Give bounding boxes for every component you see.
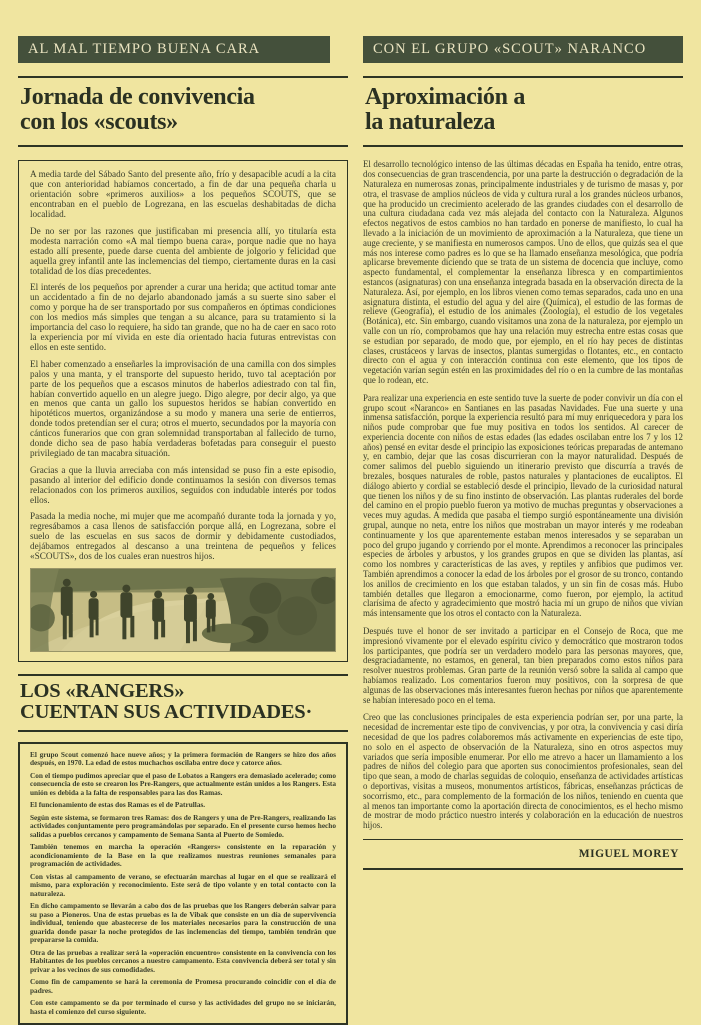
article-paragraph: Gracias a que la lluvia arreciaba con más intensidad se puso fin a este episodio, pasando al interior del edificio donde continuamos la sesión con diversos temas relacionados con los primeros auxilios, seguidos con indudable interés por todos ellos.	[30, 464, 336, 505]
article-paragraph: El desarrollo tecnológico intenso de las últimas décadas en España ha tenido, entre otras, dos consecuencias de gran trascendencia, por una parte la destrucción o degradación de la Naturaleza en numerosas zonas, principalmente industriales y de turismo de masas y, por otra, el trasvase de amplios núcleos de vida y cultura rural a los grandes núcleos urbanos, que ha producido un crecimiento acelerado de las grandes ciudades con el desarrollo de una cultura ciudadana cada vez más alejada del contacto con la Naturaleza. Algunos efectos negativos de estos cambios no han tardado en ponerse de manifiesto, lo cual ha llevado a la iniciación de un movimiento de aproximación a la Naturaleza, que tiene un auge creciente, y se manifiesta en numerosos campos. Uno de ellos, que quizás sea el que más nos interese como padres es lo que se ha llamado enseñanza mesológica, que podría aplicarse brevemente diciendo que se trata de un sistema de docencia que incluye, como aspecto fundamental, el complementar la enseñanza libresca y en compartimientos estancos (asignaturas) con una enseñanza integrada basada en la observación directa de la Naturaleza. Así, por ejemplo, en los libros vienen como temas separados, cada uno en una asignatura distinta, el estudio del agua y del aire (Química), el estudio de las formas de relieve (Geografía), el estudio de los animales (Zoología), el estudio de los vegetales (Botánica), etc. Sin embargo, cuando visitamos una zona de la naturaleza, por ejemplo un valle con un río, comprobamos que hay una relación muy estrecha entre estas cosas que se estudian por separado, de modo que, por ejemplo, en el río hay peces de distintas clases, crustáceos y larvas de insectos, plantas sumergidas o flotantes, etc., en contacto directo con el agua y con interacción continua con este elemento, que los tipos de vegetación varían según estén en las proximidades del río o en la cumbre de las montañas que lo rodean, etc.	[363, 159, 683, 385]
right-kicker-bar	[363, 36, 683, 63]
rangers-paragraph: El funcionamiento de estas dos Ramas es el de Patrullas.	[30, 800, 206, 810]
rangers-title	[18, 676, 348, 730]
rangers-title-line2: CUENTAN SUS ACTIVIDADES·	[20, 700, 313, 723]
article-paragraph: Después tuve el honor de ser invitado a participar en el Consejo de Roca, que me impresionó vivamente por el elevado espíritu cívico y democrático que mostraron todos los participantes, que podría ser un verdadero modelo para las personas mayores, que, desgraciadamente, no estamos, en general, tan bien preparados como estos niños para resolver nuestros problemas. Gran parte de la reunión versó sobre la salida al campo que habíamos realizado. Los comentarios fueron muy positivos, con la sorpresa de que algunas de las observaciones más interesantes fueron hechas por niños que aparentemente se habían interesado poco en el tema.	[363, 626, 683, 705]
right-title-line1: Aproximación a	[365, 84, 526, 110]
rule-below-right-title	[363, 145, 683, 147]
right-column	[363, 36, 683, 1025]
rangers-paragraph: Según este sistema, se formaron tres Ramas: dos de Rangers y una de Pre-Rangers, realizando las actividades conjuntamente pero programándolas por separado. En el presente curso hemos hecho salidas a pueblos cercanos y campamento de Semana Santa al Puerto de Somiedo.	[30, 812, 336, 839]
signature-block	[363, 839, 683, 870]
left-kicker-label: AL MAL TIEMPO BUENA CARA	[28, 41, 261, 57]
rangers-box	[18, 742, 348, 1025]
rangers-paragraph: En dicho campamento se llevarán a cabo dos de las pruebas que los Rangers deberán salvar para su paso a Pioneros. Una de estas pruebas es la de Vibak que consiste en un día de supervivencia individual, teniendo que abastecerse de los materiales necesarios para la construcción de una guarida donde pasar la noche protegidos de las inclemencias del tiempo, también tendrán que prepararse la comida.	[30, 901, 336, 945]
article-paragraph: A media tarde del Sábado Santo del presente año, frío y desapacible acudí a la cita que con anterioridad habíamos concertado, a fin de dar una pequeña charla u orientación sobre «primeros auxilios» a los pequeños SCOUTS, que se encontraban en el pueblo de Logrezana, en las escuelas deshabitadas de dicha localidad.	[30, 169, 336, 219]
article-paragraph: El interés de los pequeños por aprender a curar una herida; que actitud tomar ante un accidentado a fin de no dejarlo abandonado jamás a su suerte sino saber el como y porque ha de ser transportado por sus compañeros en óptimas condiciones con los medios más simples que tengan a su alcance, para su tratamiento si la importancia del caso lo requiere, ha sido tan grande, que no ha de caer en saco roto la experiencia por mí vivida en este día orientado hacia futuras entrevistas con ellos en este sentido.	[30, 282, 336, 352]
rangers-paragraph: Como fin de campamento se hará la ceremonia de Promesa procurando coincidir con el día de padres.	[30, 977, 336, 995]
rule-below-left-title	[18, 145, 348, 147]
rangers-paragraph: Con este campamento se da por terminado el curso y las actividades del grupo no se iniciarán, hasta el comienzo del curso siguiente.	[30, 998, 336, 1016]
author-signature: MIGUEL MOREY	[578, 848, 679, 861]
article-paragraph: Pasada la media noche, mi mujer que me acompañó durante toda la jornada y yo, regresábamos a casa llenos de satisfacción porque allá, en Logrezana, sobre el suelo de las escuelas en sus sacos de dormir y debidamente custodiados, dejábamos entregados al descanso a una treintena de pequeños y felices «SCOUTS», dos de los cuales eran nuestros hijos.	[30, 511, 336, 562]
rangers-title-line1: LOS «RANGERS»	[20, 680, 185, 702]
left-article-box	[18, 160, 348, 662]
article-paragraph: Para realizar una experiencia en este sentido tuve la suerte de poder convivir un día con el grupo scout «Naranco» en Santianes en las pasadas Navidades. Fue una suerte y una inmensa satisfacción, porque la experiencia resultó para mí muy enriquecedora y para los niños pude comprobar que fue muy positiva en todos los sentidos. Al carecer de experiencia docente con niños de estas edades (las edades oscilaban entre los 7 y los 12 años) pensé en evitar desde el principio las exposiciones teóricas preparadas de antemano y, en cambio, dejar que las cosas discurrieran con la mayor naturalidad. Después de comer salimos del pueblo siguiendo un itinerario previsto que discurría a través de brezales, bosques naturales de roble, pastos naturales y plantaciones de eucaliptos. El diálogo abierto y cordial se estableció desde el principio, llevado de la curiosidad natural que tienen los niños y de su fino instinto de observación. Las plantas ruderales del borde del camino en el propio pueblo fueron ya motivo de muchas preguntas y observaciones a veces muy agudas. A medida que pasaba el tiempo surgió espontáneamente una división grupal, aunque no neta, entre los niños que mostraban un mayor interés y me rodeaban continuamente y los que aparentemente estaban menos interesados y se separaban un poco del grupo jugando y corriendo por el monte. Aprendimos a reconocer las principales especies de árboles y arbustos, y los grandes grupos en que se dividen las plantas, así como los nombres y características de las aves, y reptiles y anfibios que pudimos ver. También aprendimos a conocer la edad de los árboles por el grosor de su tronco, contando los anillos de crecimiento en los que estaban talados, y un sin fin de cosas más. Hubo también detalles que llegaron a emocionarme, como fueron, por ejemplo, la actitud clarísima de afecto y agradecimiento que mostró hacia mí un grupo de niños que vivían más intensamente que los otros el contacto con la Naturaleza.	[363, 392, 683, 619]
article-paragraph: Creo que las conclusiones principales de esta experiencia podrían ser, por una parte, la necesidad de incrementar este tipo de convivencias, y por otra, la convivencia y casi diría necesidad de que los padres colaboremos más activamente en experiencias de este tipo, no solo en el aspecto de observación de la Naturaleza, sino en otros aspectos muy variados que sería imposible enumerar. Por ello me atrevo a hacer un llamamiento a los padres de niños del colegio para que aporten sus conocimientos profesionales, sean del tipo que sean, a modo de charlas seguidas de coloquio, enseñanza de actividades artísticas o deportivas, visitas a museos, monumentos artísticos, fábricas, enseñanzas prácticas de socorrismo, etc., para complemento de la formación de los niños, teniendo en cuenta que al menos tan importante como la aportación directa de conocimientos, es el hecho mismo de mostrar de modo práctico nuestro interés y colaboración en la educación de nuestros hijos.	[363, 712, 683, 831]
article-paragraph: El haber comenzado a enseñarles la improvisación de una camilla con dos simples palos y una manta, y el transporte del supuesto herido, tuvo tal aceptación por parte de los pequeños que a escasos minutos de haberlos adiestrado con tal fin, habían convertido aquello en un alegre juego. Digo alegre, por decir algo, ya que en menos que canta un gallo los supuestos heridos se habían convertido en hipotéticos muertos, organizándose a su modo y manera una serie de entierros, donde todos pretendían ser el cura; otros el muerto, secundados por la mayoría con cánticos funerarios que con gran solemnidad transportaban al fallecido de turno, donde dicho sea de paso había verdaderas bofetadas para conseguir el puesto privilegiado de tan macabra situación.	[30, 358, 336, 458]
left-article-title	[18, 78, 348, 145]
left-title-line2: con los «scouts»	[20, 109, 178, 136]
left-title-block	[18, 76, 348, 147]
rangers-paragraph: También tenemos en marcha la operación «Rangers» consistente en la reparación y acondicionamiento de la Base en la que realizamos nuestras reuniones semanales para programación de actividades.	[30, 842, 336, 869]
rangers-paragraph: Con el tiempo pudimos apreciar que el paso de Lobatos a Rangers era demasiado acelerado; como consecuencia de esto se crearon los Pre-Rangers, que actualmente están unidos a los Rangers. Esta unión es debida a la falta de responsables para las dos Ramas.	[30, 770, 336, 797]
rangers-title-block	[18, 674, 348, 732]
article-paragraph: De no ser por las razones que justificaban mi presencia allí, yo titularía esta modesta narración como «A mal tiempo buena cara», porque nadie que no haya estado allí presente, puede darse cuenta del ambiente de jolgorio y felicidad que aquella grey infantil ante las inclemencias del tiempo, ciertamente duras en la casi totalidad de los días precedentes.	[30, 225, 336, 276]
left-kicker-bar	[18, 36, 330, 63]
right-kicker-label: CON EL GRUPO «SCOUT» NARANCO	[373, 41, 647, 57]
scouts-photo	[30, 568, 336, 652]
rule-below-rangers-title	[18, 730, 348, 732]
rangers-paragraph: Con vistas al campamento de verano, se efectuarán marchas al lugar en el que se realizará el mismo, para exploración y reconocimiento. Este será de tipo volante y en total contacto con la naturaleza.	[30, 871, 336, 898]
right-title-line2: la naturaleza	[365, 109, 496, 136]
left-column	[18, 36, 348, 1025]
right-article-title	[363, 78, 683, 145]
left-title-line1: Jornada de convivencia	[20, 84, 255, 110]
rangers-paragraph: Otra de las pruebas a realizar será la «operación encuentro» consistente en la convivencia con los Habitantes de los pueblos cercanos a nuestro campamento. Esta convivencia deberá ser total y sin privar a los vecinos de sus comodidades.	[30, 947, 336, 974]
rule-below-signature	[363, 868, 683, 870]
right-article-body	[363, 160, 683, 831]
right-title-block	[363, 76, 683, 147]
rangers-paragraph: El grupo Scout comenzó hace nueve años; y la primera formación de Rangers se hizo dos años después, en 1970. La edad de estos muchachos oscilaba entre doce y catorce años.	[30, 749, 336, 768]
